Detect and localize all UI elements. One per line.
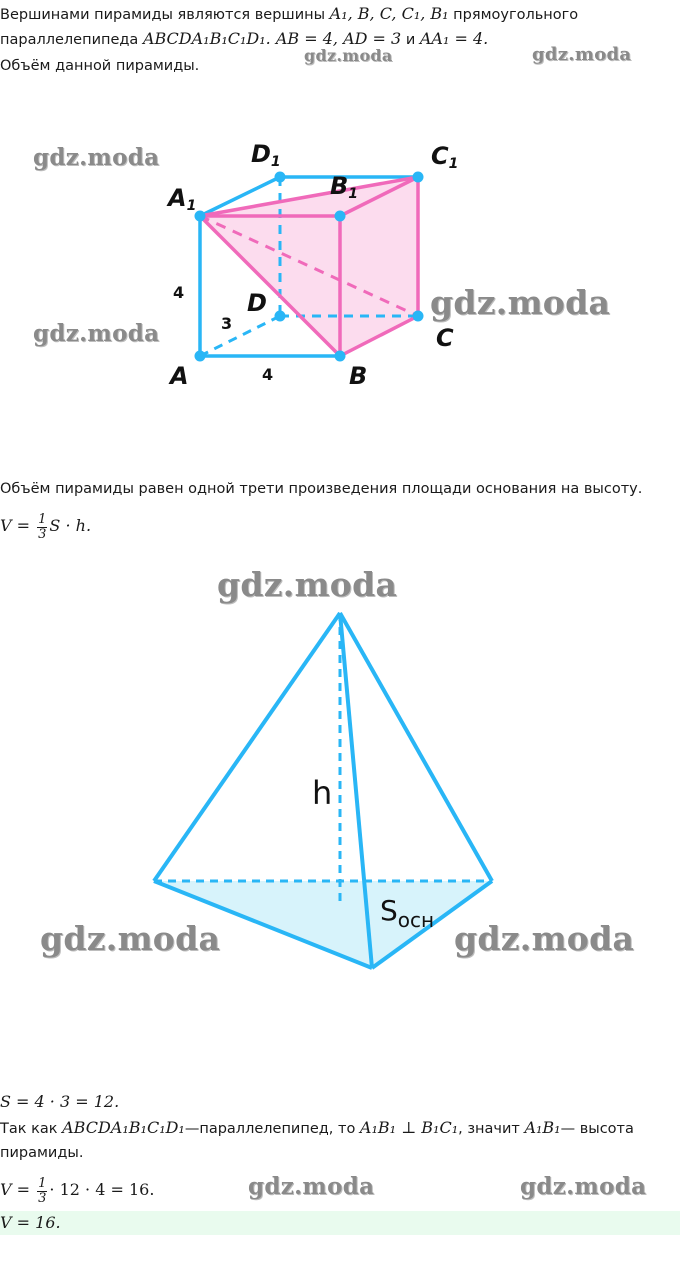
answer-line [0, 1212, 61, 1235]
solution-text: —параллелепипед, то [184, 1121, 360, 1137]
label-b: B [349, 362, 368, 390]
solution-math: ABCDA₁B₁C₁D₁ [62, 1118, 185, 1137]
area-formula: S = 4 · 3 = 12. [0, 1092, 120, 1111]
solution-math: A₁B₁ [524, 1118, 561, 1137]
volume-fraction [37, 1177, 47, 1206]
problem-math: ABCDA₁B₁C₁D₁. AB = 4, AD = 3 [142, 29, 402, 48]
area-calculation [0, 1091, 119, 1114]
lateral-edge-left [154, 613, 340, 881]
dim-aa1: 4 [173, 283, 185, 302]
label-d1: D1 [251, 140, 281, 170]
formula-lhs: V = [0, 516, 36, 535]
watermark: gdz.moda [248, 1173, 375, 1200]
volume-lhs: V = [0, 1180, 36, 1199]
answer-highlight [0, 1211, 680, 1235]
volume-calculation [0, 1170, 154, 1211]
solution-line-1 [0, 1117, 634, 1140]
fraction-denominator: 3 [38, 526, 47, 542]
fraction-numerator: 1 [38, 1175, 47, 1191]
label-d: D [247, 289, 267, 317]
dim-ab: 4 [262, 365, 274, 384]
problem-line-3: Объём данной пирамиды. [0, 58, 200, 74]
problem-text: прямоугольного [448, 7, 579, 23]
explanation-text: Объём пирамиды равен одной трети произведения площади основания на высоту. [0, 481, 643, 497]
solution-text: Так как [0, 1121, 63, 1137]
watermark: gdz.moda [532, 44, 632, 65]
label-c1: C1 [431, 142, 459, 172]
formula-rhs: S · h. [49, 516, 92, 535]
label-c: C [436, 324, 454, 352]
label-a: A [170, 362, 189, 390]
height-label: h [312, 774, 333, 812]
watermark: gdz.moda [40, 919, 221, 958]
watermark: gdz.moda [217, 565, 398, 604]
problem-text: Вершинами пирамиды являются вершины [0, 7, 330, 23]
watermark: gdz.moda [33, 144, 160, 171]
solution-math: A₁B₁ ⊥ B₁C₁ [359, 1118, 459, 1137]
watermark: gdz.moda [520, 1173, 647, 1200]
solution-line-2: пирамиды. [0, 1145, 84, 1161]
problem-text: параллелепипеда [0, 32, 143, 48]
problem-text: и [401, 32, 420, 48]
lateral-edge-right [340, 613, 492, 881]
solution-text: — высота [560, 1121, 634, 1137]
answer-value: V = 16. [0, 1213, 61, 1232]
fraction-numerator: 1 [38, 511, 47, 527]
label-b1: B1 [330, 172, 359, 202]
base-area-label: $S_{осн}$ [380, 894, 435, 932]
watermark: gdz.moda [304, 46, 393, 65]
volume-rhs: · 12 · 4 = 16. [49, 1180, 155, 1199]
watermark: gdz.moda [430, 283, 611, 322]
problem-math: AA₁ = 4. [419, 29, 489, 48]
label-a1: A1 [168, 184, 197, 214]
watermark: gdz.moda [33, 320, 160, 347]
dim-ad: 3 [221, 314, 233, 333]
problem-math: A₁, B, C, C₁, B₁ [329, 4, 449, 23]
watermark: gdz.moda [454, 919, 635, 958]
solution-text: , значит [458, 1121, 525, 1137]
fraction-denominator: 3 [38, 1190, 47, 1206]
